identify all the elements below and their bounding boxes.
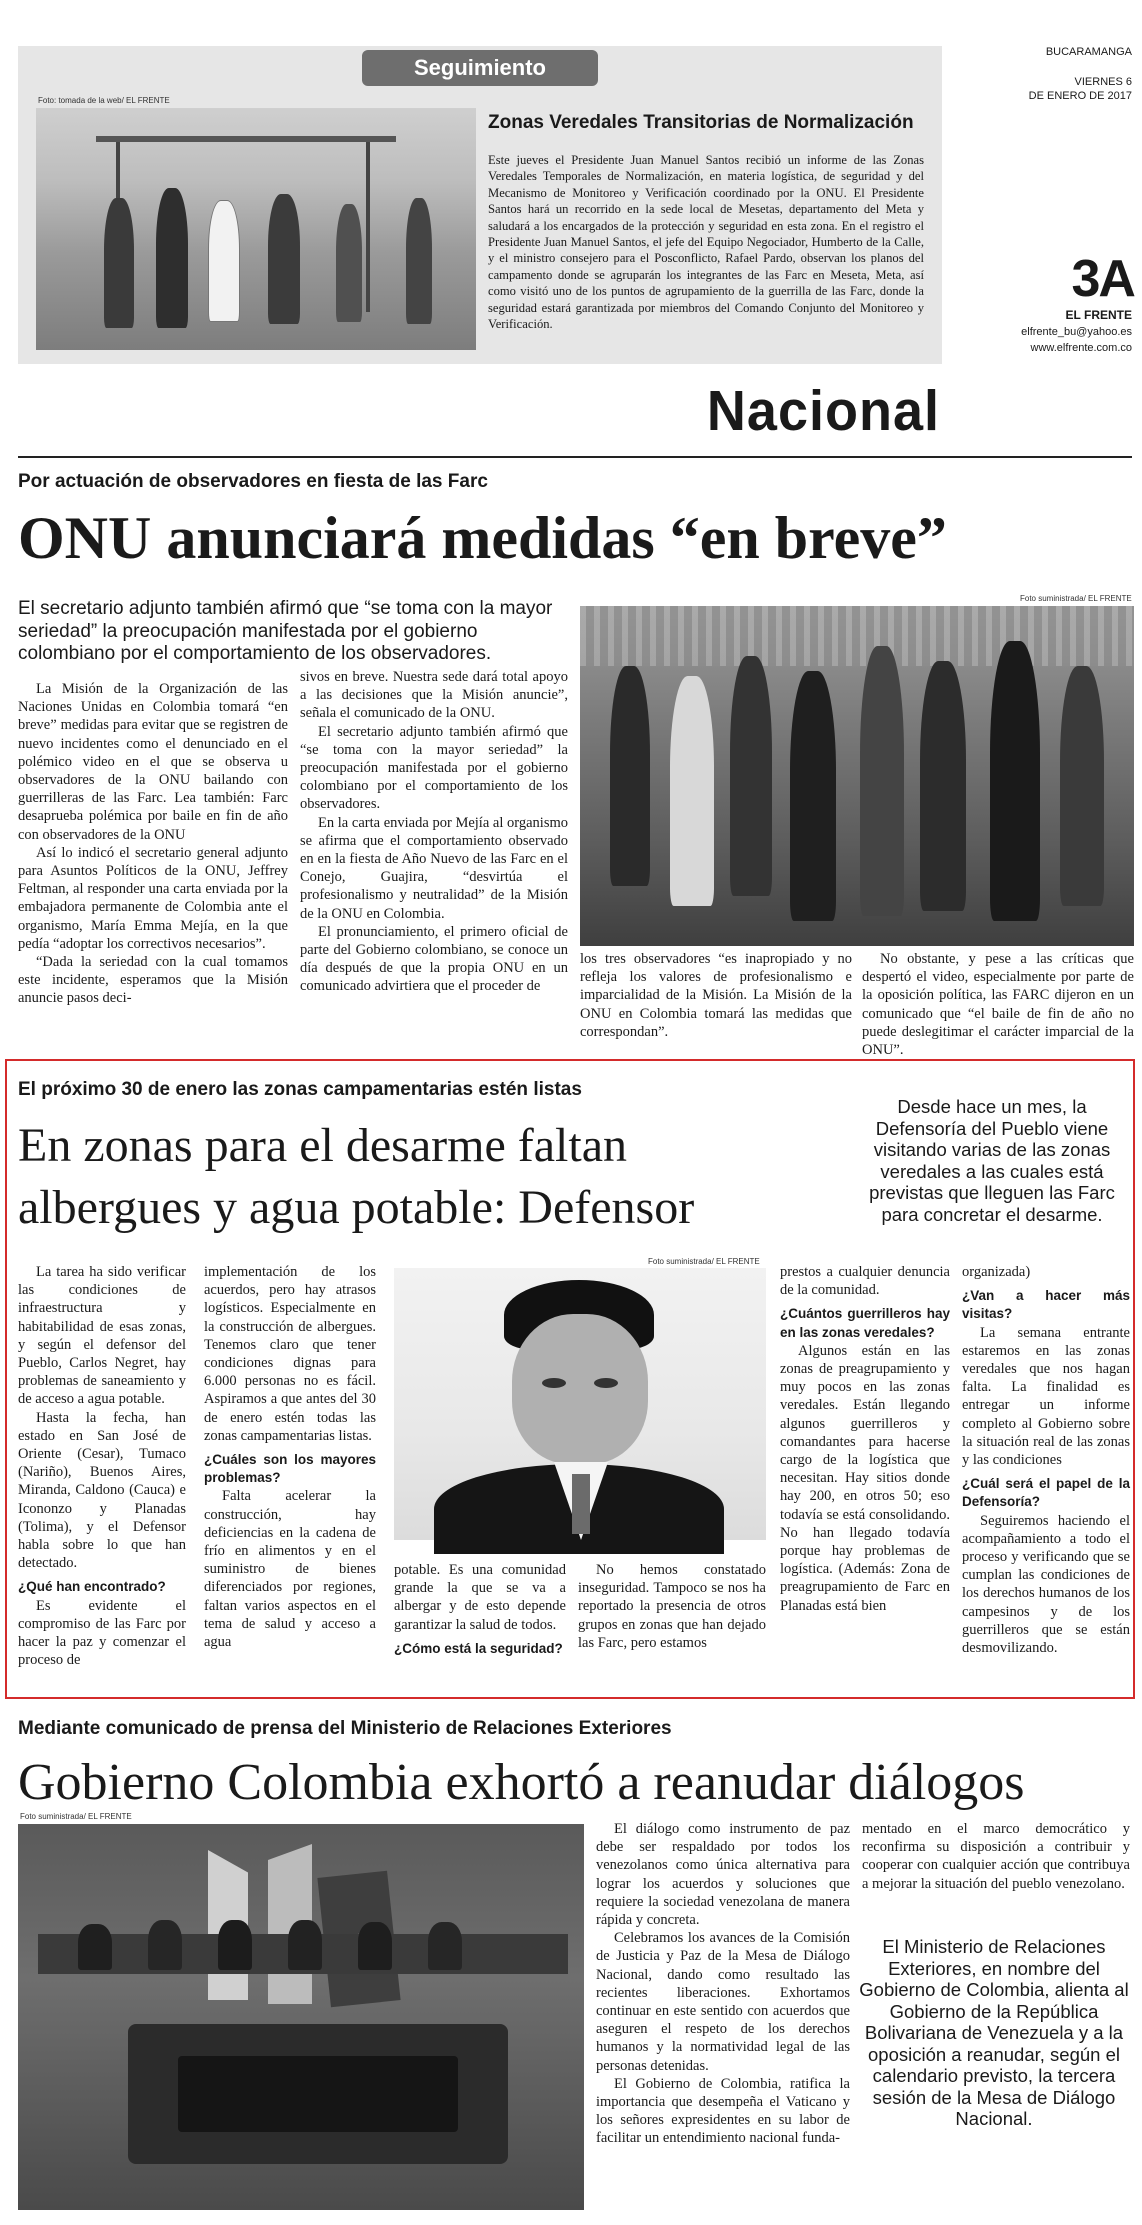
article1-col1-p2: Así lo indicó el secretario general adjunto para Asuntos Políticos de la ONU, Jeffrey Feltman, al responder una carta enviada por la embajadora permanente de Colombia ante el organismo, María Emma Mejía, en la que pedía “adoptar los correctivos necesarios”.: [18, 844, 288, 952]
article2-col3-p2: Algunos están en las zonas de preagrupamiento y muy pocos en las zonas veredales. Están llegando algunos guerrilleros y comandantes para hacerse cargo de la logística que necesitan. Hay sitios donde hay 200, en otros 50; eso todavía se está consolidando. No han llegado todavía porque hay problemas de logística. (Además: Zona de preagrupamiento de Farc en Planadas está bien: [780, 1342, 950, 1614]
section-title: Nacional: [706, 379, 940, 443]
article2-col3-q1: ¿Cuántos guerrilleros hay en las zonas veredales?: [780, 1306, 950, 1340]
article3-pullquote: El Ministerio de Relaciones Exteriores, en nombre del Gobierno de Colombia, alienta al Gobierno de la República Bolivariana de Venezuela y a la oposición a reanudar, según el calendario previsto, la tercera sesión de la Mesa de Diálogo Nacional.: [859, 1936, 1129, 2129]
article3-col1-p3: El Gobierno de Colombia, ratifica la importancia que desempeña el Vaticano y los señores expresidentes en su labor de facilitar un entendimiento nacional funda-: [596, 2075, 850, 2147]
article2-col2: [204, 1263, 376, 1687]
article2-col3: [780, 1263, 950, 1687]
article1-col4: [862, 950, 1134, 1059]
masthead-date-line1: VIERNES 6: [1074, 76, 1132, 88]
article2-col1-p3: Es evidente el compromiso de las Farc por hacer la paz y comenzar el proceso de: [18, 1597, 186, 1669]
article3-headline: Gobierno Colombia exhortó a reanudar diálogos: [18, 1754, 1025, 1811]
seguimiento-body: Este jueves el Presidente Juan Manuel Santos recibió un informe de las Zonas Veredales Temporales de Normalización, en materia logística, de seguridad y del Mecanismo de Monitoreo y Verificación coordinado por la ONU. El Presidente Santos hará un recorrido en la sede local de Mesetas, departamento del Meta y saludará a los encargados de la protección y seguridad en esta zona. En el registro el Presidente Juan Manuel Santos, el jefe del Equipo Negociador, Humberto de la Calle, y el ministro consejero para el Posconflicto, Rafael Pardo, observan los planos del campamento donde se agruparán los integrantes de las Farc en Meseta, Meta, así como visitó uno de los puntos de agrupamiento de la guerrilla de las Farc, donde la seguridad estará garantizada por miembros del Comando Conjunto del Monitoreo y Verificación.: [488, 153, 924, 332]
article1-col3: [580, 950, 852, 1046]
masthead-email: elfrente_bu@yahoo.es: [1021, 326, 1132, 338]
article2-col1-q1: ¿Qué han encontrado?: [18, 1579, 166, 1595]
article1-col1: [18, 680, 288, 1044]
article1-col2-p2: El secretario adjunto también afirmó que “se toma con la mayor seriedad” la preocupación manifestada por el gobierno colombiano por el comportamiento de los observadores.: [300, 723, 568, 813]
page-number: 3A: [1071, 250, 1134, 308]
article2-col4-p1: organizada): [962, 1264, 1031, 1280]
article2-photo: [394, 1268, 766, 1540]
article2-kicker: El próximo 30 de enero las zonas campamentarias estén listas: [18, 1079, 582, 1100]
article2-pullquote: Desde hace un mes, la Defensoría del Pueblo viene visitando varias de las zonas veredales a las cuales está previstas que lleguen las Farc para concretar el desarme.: [869, 1096, 1115, 1225]
article3-col2: [862, 1820, 1130, 1920]
article3-col1-p1: El diálogo como instrumento de paz debe ser respaldado por todos los venezolanos como única alternativa para lograr los acuerdos y soluciones que requiere la sociedad venezolana de manera rápida y concreta.: [596, 1821, 850, 1929]
article1-headline: ONU anunciará medidas “en breve”: [18, 505, 947, 571]
article2-col4-q1: ¿Van a hacer más visitas?: [962, 1288, 1130, 1322]
article3-photo-credit: Foto suministrada/ EL FRENTE: [20, 1812, 132, 1821]
article3-photo: [18, 1824, 584, 2210]
article1-col2-p4: El pronunciamiento, el primero oficial de parte del Gobierno colombiano, se conoce un día después de que la propia ONU en un comunicado advirtiera que el proceder de: [300, 923, 568, 995]
article2-photo-credit: Foto suministrada/ EL FRENTE: [648, 1257, 760, 1266]
article2-col3-p1: prestos a cualquier denuncia de la comunidad.: [780, 1264, 950, 1299]
article2-below-photo-a-p1: potable. Es una comunidad grande la que se va a albergar y de esto depende garantizar la salud de todos.: [394, 1562, 566, 1633]
article2-col2-p1: implementación de los acuerdos, pero hay atrasos logísticos. Especialmente en la construcción de albergues. Tenemos claro que tener condiciones dignas para 6.000 personas no es fácil. Aspiramos a que antes del 30 de enero estén todas las zonas campamentarias listas.: [204, 1264, 376, 1444]
article2-col1-p2: Hasta la fecha, han estado en San José de Oriente (Cesar), Tumaco (Nariño), Buenos Aires, Miranda, Caldono (Cauca) e Icononzo y Planadas (Tolima), y el Defensor habla sobre lo que han detectado.: [18, 1409, 186, 1572]
masthead-website: www.elfrente.com.co: [1030, 342, 1132, 354]
article2-col4-p3: Seguiremos haciendo el acompañamiento a todo el proceso y verificando que se cumplan las condiciones de los derechos humanos de los campesinos y de los guerrilleros que se están desmovilizando.: [962, 1512, 1130, 1657]
article1-col2: [300, 668, 568, 1044]
article2-below-photo-a: [394, 1561, 566, 1687]
seguimiento-photo-credit: Foto: tomada de la web/ EL FRENTE: [38, 96, 170, 105]
article3-kicker: Mediante comunicado de prensa del Ministerio de Relaciones Exteriores: [18, 1718, 672, 1739]
article2-col1: [18, 1263, 186, 1687]
article2-col2-q1: ¿Cuáles son los mayores problemas?: [204, 1452, 376, 1486]
article2-col1-p1: La tarea ha sido verificar las condiciones de infraestructura y habitabilidad de esas zonas, y según el defensor del Pueblo, Carlos Negret, hay problemas de saneamiento y de acceso a agua potable.: [18, 1264, 186, 1408]
article1-kicker: Por actuación de observadores en fiesta de las Farc: [18, 471, 488, 492]
article2-headline-line1: En zonas para el desarme faltan: [18, 1119, 628, 1172]
article2-col4-p2: La semana entrante estaremos en las zonas veredales que nos hagan falta. La finalidad es entregar un informe completo al Gobierno sobre la situación real de las zonas y las condiciones: [962, 1324, 1130, 1469]
article1-photo: [580, 606, 1134, 946]
masthead-city: BUCARAMANGA: [1045, 46, 1132, 58]
section-rule: [18, 456, 1132, 458]
article1-col2-p1: sivos en breve. Nuestra sede dará total apoyo a las decisiones que la Misión anuncie”, señala el comunicado de la ONU.: [300, 669, 568, 722]
article1-col4-p1: No obstante, y pese a las críticas que despertó el video, especialmente por parte de la oposición política, las FARC dijeron en un comunicado que “el baile de fin de año no puede deslegitimar el carácter imparcial de la ONU”.: [862, 951, 1134, 1059]
article2-headline-line2: albergues y agua potable: Defensor: [18, 1181, 695, 1234]
masthead-brand: EL FRENTE: [1065, 308, 1132, 322]
seguimiento-tab: Seguimiento: [362, 50, 598, 86]
article2-below-photo-b-p1: No hemos constatado inseguridad. Tampoco se nos ha reportado la presencia de otros grupos en zonas que han dejado las Farc, pero estamos: [578, 1562, 766, 1651]
article1-lead: El secretario adjunto también afirmó que “se toma con la mayor seriedad” la preocupación manifestada por el gobierno colombiano por el comportamiento de los observadores.: [18, 598, 553, 664]
article2-below-photo-b: [578, 1561, 766, 1687]
article2-below-photo-a-q1: ¿Cómo está la seguridad?: [394, 1640, 563, 1656]
article3-col1-p2: Celebramos los avances de la Comisión de Justicia y Paz de la Mesa de Diálogo Nacional, dando como resultado las recientes liberaciones. Exhortamos continuar en este sentido con acuerdos que aseguren el respeto de los derechos humanos y la normatividad legal de las personas detenidas.: [596, 1930, 850, 2074]
article1-col1-p1: La Misión de la Organización de las Naciones Unidas en Colombia tomará “en breve” medidas para evitar que se registren de nuevo incidentes como el denunciado en el polémico video en el que se observa u observadores de la ONU bailando con guerrilleras de las Farc. Lea también: Farc desaprueba polémica por baile en fin de año con observadores de la ONU: [18, 681, 288, 843]
masthead-date-line2: DE ENERO DE 2017: [1028, 90, 1132, 102]
article1-col3-p1: los tres observadores “es inapropiado y no refleja los valores de profesionalismo e imparcialidad de la Misión. La Misión de la ONU en Colombia tomará las medidas que correspondan”.: [580, 951, 852, 1040]
seguimiento-title: Zonas Veredales Transitorias de Normalización: [488, 112, 914, 133]
article2-col2-p2: Falta acelerar la construcción, hay deficiencias en la cadena de frío en alimentos y en el suministro de bienes diferenciados por regiones, faltan varios aspectos en el tema de salud y acceso a agua: [204, 1488, 376, 1651]
article1-col1-p3: “Dada la seriedad con la cual tomamos este incidente, esperamos que la Misión anuncie pasos deci-: [18, 954, 288, 1007]
seguimiento-photo: [36, 108, 476, 350]
article1-photo-credit: Foto suministrada/ EL FRENTE: [1020, 594, 1132, 603]
article2-col4-q2: ¿Cuál será el papel de la Defensoría?: [962, 1476, 1130, 1510]
article1-col2-p3: En la carta enviada por Mejía al organismo se afirma que el comportamiento observado en en la fiesta de Año Nuevo de las Farc en el Conejo, Guajira, “desvirtúa el profesionalismo y neutralidad” de la Misión de la ONU en Colombia.: [300, 814, 568, 922]
article3-col1: [596, 1820, 850, 2216]
article2-col4: [962, 1263, 1130, 1687]
article3-col2-p1: mentado en el marco democrático y reconfirma su disposición a contribuir y cooperar con cualquier acción que contribuya a mejorar la situación del pueblo venezolano.: [862, 1821, 1130, 1892]
